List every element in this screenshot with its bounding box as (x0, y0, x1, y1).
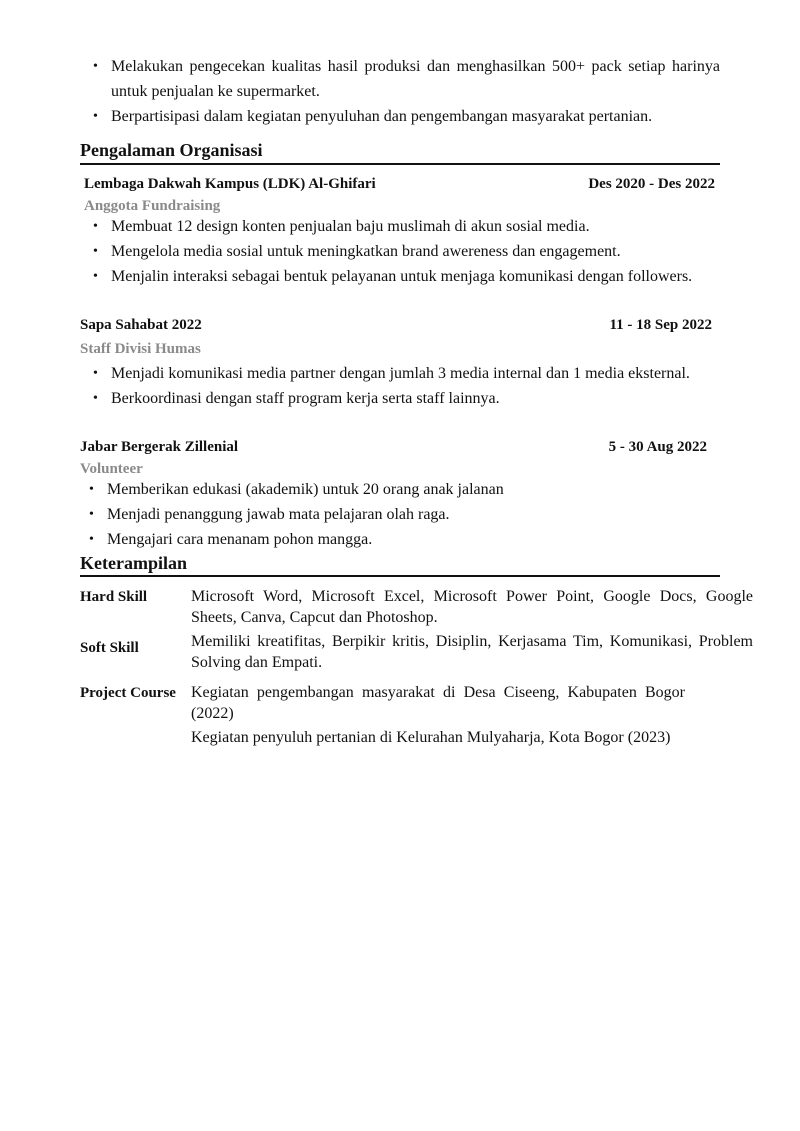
org-date: 11 - 18 Sep 2022 (609, 317, 712, 333)
section-title-keterampilan: Keterampilan (80, 553, 187, 573)
list-item: • Menjalin interaksi sebagai bentuk pelayanan untuk menjaga komunikasi dengan followers. (93, 264, 720, 289)
org-role: Anggota Fundraising (84, 198, 221, 214)
org-name: Sapa Sahabat 2022 (80, 317, 202, 333)
list-item: • Melakukan pengecekan kualitas hasil produksi dan menghasilkan 500+ pack setiap harinya untuk penjualan ke supermarket. (93, 54, 720, 104)
project-course-item: Kegiatan penyuluh pertanian di Kelurahan Mulyaharja, Kota Bogor (2023) (191, 729, 671, 746)
list-item: • Memberikan edukasi (akademik) untuk 20 orang anak jalanan (89, 477, 720, 502)
org-date: Des 2020 - Des 2022 (588, 176, 715, 192)
org-role: Volunteer (80, 461, 143, 477)
hard-skill-text: Microsoft Word, Microsoft Excel, Microsoft Power Point, Google Docs, Google Sheets, Canva, Capcut dan Photoshop. (191, 588, 753, 626)
section-title-organisasi: Pengalaman Organisasi (80, 140, 263, 160)
org-name: Lembaga Dakwah Kampus (LDK) Al-Ghifari (84, 176, 376, 192)
list-item: • Mengajari cara menanam pohon mangga. (89, 527, 720, 552)
soft-skill-label: Soft Skill (80, 640, 139, 656)
hard-skill-label: Hard Skill (80, 589, 148, 605)
org-bullets (93, 214, 720, 289)
org-date: 5 - 30 Aug 2022 (608, 439, 707, 455)
list-item: • Mengelola media sosial untuk meningkatkan brand awereness dan engagement. (93, 239, 720, 264)
list-item: • Menjadi penanggung jawab mata pelajaran olah raga. (89, 502, 720, 527)
org-name: Jabar Bergerak Zillenial (80, 439, 239, 455)
section-divider (80, 575, 720, 577)
org-bullets (89, 477, 720, 552)
previous-experience-bullets (93, 54, 720, 129)
list-item: • Berkoordinasi dengan staff program kerja serta staff lainnya. (93, 386, 720, 411)
list-item: • Menjadi komunikasi media partner dengan jumlah 3 media internal dan 1 media eksternal. (93, 361, 720, 386)
list-item: • Berpartisipasi dalam kegiatan penyuluhan dan pengembangan masyarakat pertanian. (93, 104, 720, 129)
org-bullets (93, 361, 720, 411)
list-item: • Membuat 12 design konten penjualan baju muslimah di akun sosial media. (93, 214, 720, 239)
soft-skill-text: Memiliki kreatifitas, Berpikir kritis, Disiplin, Kerjasama Tim, Komunikasi, Problem Solving dan Empati. (191, 633, 753, 671)
project-course-label: Project Course (80, 685, 176, 701)
project-course-item: Kegiatan pengembangan masyarakat di Desa Ciseeng, Kabupaten Bogor (2022) (191, 684, 685, 722)
org-role: Staff Divisi Humas (80, 341, 201, 357)
section-divider (80, 163, 720, 165)
